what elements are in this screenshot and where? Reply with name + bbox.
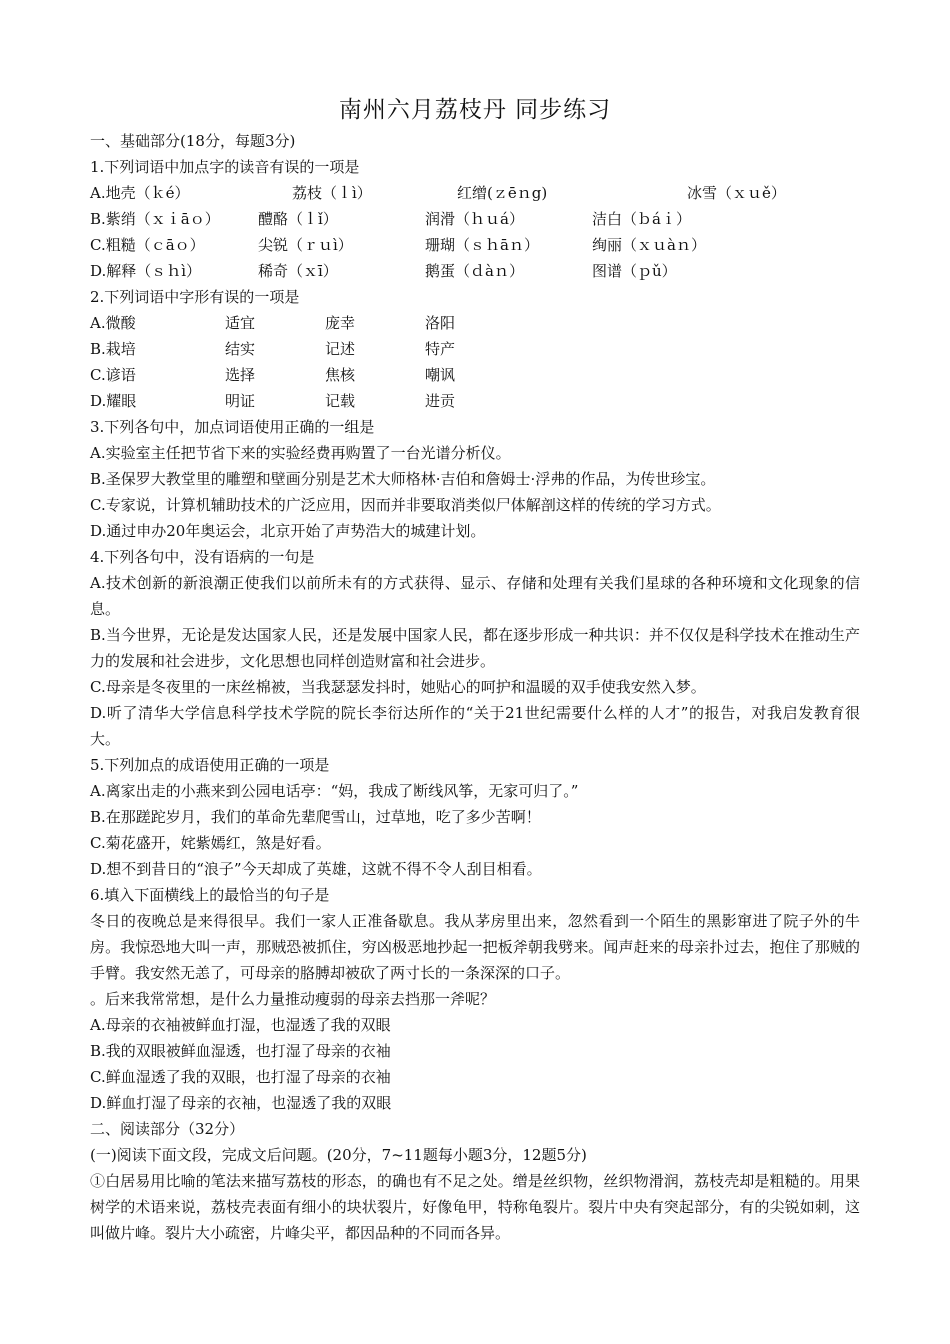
option-cell: 特产	[425, 340, 456, 358]
question-1-row-b	[90, 206, 860, 232]
question-2-row-b	[90, 336, 860, 362]
question-5-option-b: B.在那蹉跎岁月，我们的革命先辈爬雪山，过草地，吃了多少苦啊！	[90, 808, 541, 826]
question-4-option-d: D.听了清华大学信息科学技术学院的院长李衍达所作的“关于21世纪需要什么样的人才”的报告，对我启发教育很大。	[90, 704, 860, 748]
option-cell: 记载	[325, 392, 356, 410]
question-4-option-c: C.母亲是冬夜里的一床丝棉被，当我瑟瑟发抖时，她贴心的呵护和温暖的双手使我安然入梦。	[90, 678, 706, 696]
section-heading-basics: 一、基础部分(18分，每题3分)	[90, 132, 296, 150]
option-cell: 鹅蛋（ｄàｎ）	[425, 262, 524, 280]
option-cell: D.解释（ｓｈì）	[90, 262, 202, 280]
option-cell: 记述	[325, 340, 356, 358]
option-cell: A.微酸	[90, 314, 136, 332]
question-5-option-a: A.离家出走的小燕来到公园电话亭：“妈，我成了断线风筝，无家可归了。”	[90, 782, 579, 800]
option-cell: 冰雪（ｘｕě）	[687, 184, 786, 202]
document-title: 南州六月荔枝丹 同步练习	[338, 97, 612, 123]
reading-paragraph-1: ①白居易用比喻的笔法来描写荔枝的形态，的确也有不足之处。缯是丝织物，丝织物滑润，荔枝壳却是粗糙的。用果树学的术语来说，荔枝壳表面有细小的块状裂片，好像龟甲，特称龟裂片。裂片中央有突起部分，有的尖锐如刺，这叫做片峰。裂片大小疏密，片峰尖平，都因品种的不同而各异。	[90, 1172, 860, 1242]
question-6-option-a: A.母亲的衣袖被鲜血打湿，也湿透了我的双眼	[90, 1016, 391, 1034]
option-cell: 珊瑚（ｓｈāｎ）	[425, 236, 539, 254]
option-cell: 洛阳	[425, 314, 456, 332]
option-cell: 洁白（ｂáｉ）	[592, 210, 691, 228]
option-cell: B.栽培	[90, 340, 136, 358]
option-cell: A.地壳（ｋé）	[90, 184, 190, 202]
question-4-option-b: B.当今世界，无论是发达国家人民，还是发展中国家人民，都在逐步形成一种共识：并不仅仅是科学技术在推动生产力的发展和社会进步，文化思想也同样创造财富和社会进步。	[90, 626, 860, 670]
option-cell: 明证	[225, 392, 256, 410]
question-5-option-c: C.菊花盛开，姹紫嫣红，煞是好看。	[90, 834, 331, 852]
option-cell: 醴酪（ｌǐ）	[258, 210, 338, 228]
question-2-row-d	[90, 388, 860, 414]
question-3-stem: 3.下列各句中，加点词语使用正确的一组是	[90, 418, 375, 436]
question-5-stem: 5.下列加点的成语使用正确的一项是	[90, 756, 330, 774]
question-6-passage-continued: 。后来我常常想，是什么力量推动瘦弱的母亲去挡那一斧呢？	[90, 990, 496, 1008]
question-3-option-b: B.圣保罗大教堂里的雕塑和壁画分别是艺术大师格林·吉伯和詹姆士·浮弗的作品，为传世珍宝。	[90, 470, 716, 488]
question-2-row-c	[90, 362, 860, 388]
option-cell: 适宜	[225, 314, 256, 332]
option-cell: B.紫绡（ｘｉāｏ）	[90, 210, 220, 228]
question-4-option-a: A.技术创新的新浪潮正使我们以前所未有的方式获得、显示、存储和处理有关我们星球的各种环境和文化现象的信息。	[90, 574, 860, 618]
option-cell: 图谱（ｐǔ）	[592, 262, 677, 280]
option-cell: C.粗糙（ｃāｏ）	[90, 236, 205, 254]
option-cell: 绚丽（ｘｕàｎ）	[592, 236, 706, 254]
question-3-option-d: D.通过申办20年奥运会，北京开始了声势浩大的城建计划。	[90, 522, 486, 540]
option-cell: 庞幸	[325, 314, 356, 332]
question-1-stem: 1.下列词语中加点字的读音有误的一项是	[90, 158, 360, 176]
question-6-passage: 冬日的夜晚总是来得很早。我们一家人正准备歇息。我从茅房里出来，忽然看到一个陌生的黑影窜进了院子外的牛房。我惊恐地大叫一声，那贼恐被抓住，穷凶极恶地抄起一把板斧朝我劈来。闻声赶来的母亲扑过去，抱住了那贼的手臂。我安然无恙了，可母亲的胳膊却被砍了两寸长的一条深深的口子。	[90, 912, 860, 982]
question-6-option-b: B.我的双眼被鲜血湿透，也打湿了母亲的衣袖	[90, 1042, 391, 1060]
question-3-option-c: C.专家说，计算机辅助技术的广泛应用，因而并非要取消类似尸体解剖这样的传统的学习方式。	[90, 496, 721, 514]
question-1-row-a	[90, 180, 860, 206]
question-2-row-a	[90, 310, 860, 336]
option-cell: 尖锐（ｒｕì）	[258, 236, 353, 254]
question-2-stem: 2.下列词语中字形有误的一项是	[90, 288, 300, 306]
question-6-option-d: D.鲜血打湿了母亲的衣袖，也湿透了我的双眼	[90, 1094, 392, 1112]
option-cell: D.耀眼	[90, 392, 137, 410]
option-cell: C.谚语	[90, 366, 136, 384]
question-3-option-a: A.实验室主任把节省下来的实验经费再购置了一台光谱分析仪。	[90, 444, 511, 462]
option-cell: 进贡	[425, 392, 456, 410]
section-heading-reading: 二、阅读部分（32分）	[90, 1120, 245, 1138]
question-5-option-d: D.想不到昔日的“浪子”今天却成了英雄，这就不得不令人刮目相看。	[90, 860, 542, 878]
option-cell: 润滑（ｈｕá）	[425, 210, 524, 228]
option-cell: 选择	[225, 366, 256, 384]
question-6-option-c: C.鲜血湿透了我的双眼，也打湿了母亲的衣袖	[90, 1068, 391, 1086]
option-cell: 结实	[225, 340, 256, 358]
question-1-row-d	[90, 258, 860, 284]
option-cell: 嘲讽	[425, 366, 456, 384]
option-cell: 荔枝（ｌì）	[292, 184, 372, 202]
question-1-row-c	[90, 232, 860, 258]
reading-intro: (一)阅读下面文段，完成文后问题。(20分，7~11题每小题3分，12题5分)	[90, 1146, 587, 1164]
option-cell: 稀奇（ｘī）	[258, 262, 338, 280]
question-6-stem: 6.填入下面横线上的最恰当的句子是	[90, 886, 330, 904]
document-body	[90, 128, 860, 1246]
option-cell: 红缯(ｚēｎg)	[457, 184, 548, 202]
option-cell: 焦核	[325, 366, 356, 384]
question-4-stem: 4.下列各句中，没有语病的一句是	[90, 548, 315, 566]
